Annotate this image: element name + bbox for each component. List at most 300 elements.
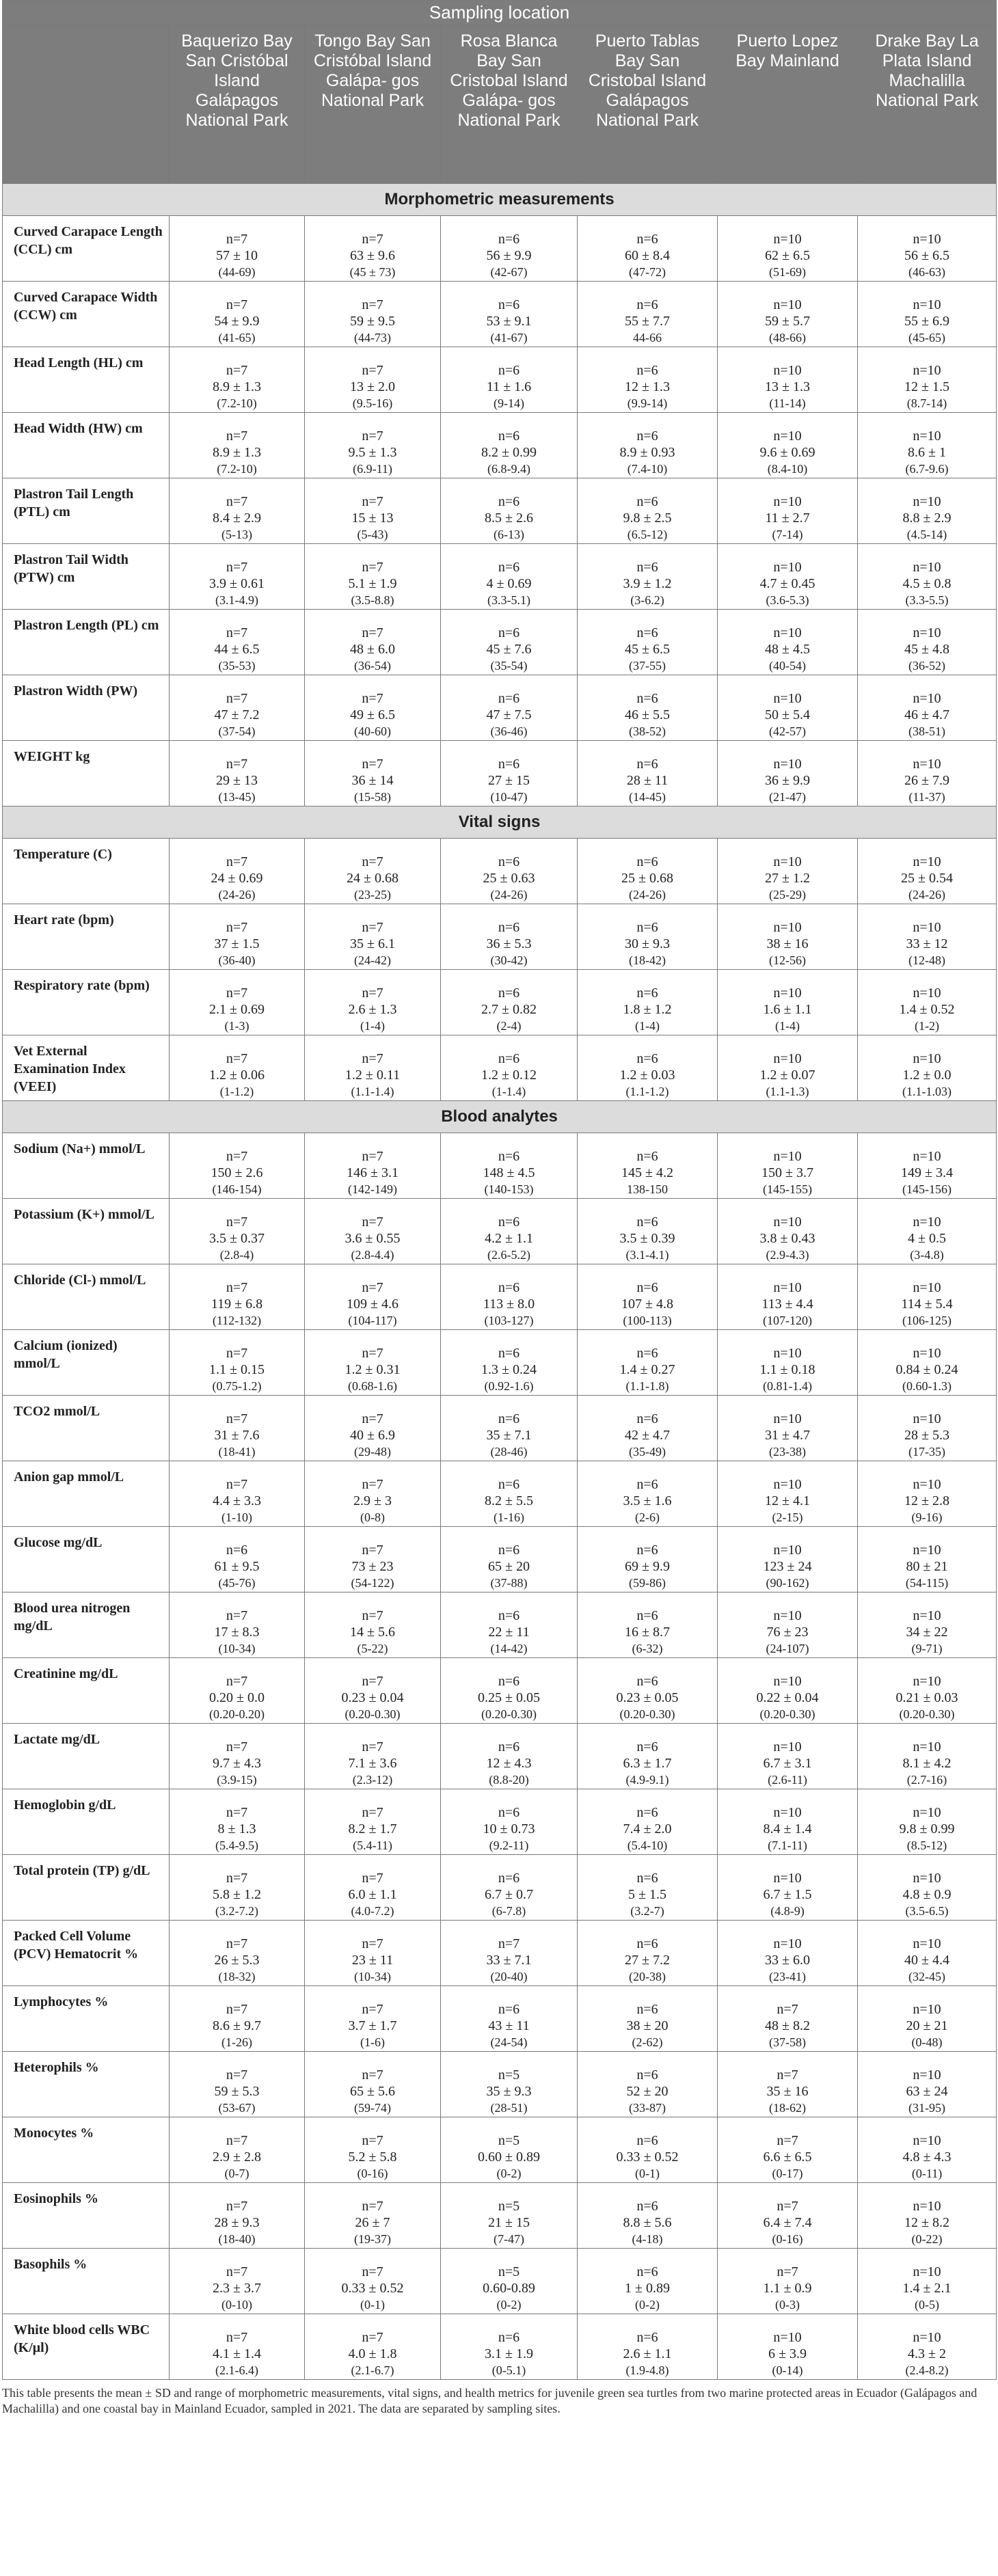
cell-range: (2.9-4.3) <box>766 1248 809 1262</box>
cell-range: (53-67) <box>218 2101 256 2115</box>
cell-n: n=7 <box>777 2067 798 2083</box>
value-cell <box>858 1035 997 1101</box>
row-label: Lactate mg/dL <box>3 1724 170 1789</box>
value-cell <box>305 1724 441 1789</box>
value-cell <box>858 413 997 478</box>
cell-range: 44-66 <box>633 331 662 344</box>
cell-range: (2.3-12) <box>352 1773 393 1787</box>
cell-mean-sd: 24 ± 0.69 <box>211 871 263 886</box>
value-cell <box>170 1199 305 1264</box>
cell-n: n=7 <box>226 2067 248 2083</box>
cell-mean-sd: 38 ± 16 <box>766 936 809 951</box>
cell-range: (4.9-9.1) <box>625 1773 669 1787</box>
cell-mean-sd: 4 ± 0.69 <box>486 576 532 591</box>
table-row <box>3 1986 997 2052</box>
cell-range: (8.7-14) <box>906 396 947 410</box>
cell-range: (1-1.2) <box>219 1085 254 1098</box>
cell-n: n=10 <box>913 920 941 935</box>
cell-range: (33-87) <box>629 2101 666 2115</box>
row-label: White blood cells WBC (K/μl) <box>3 2314 170 2380</box>
cell-range: (18-32) <box>218 1970 256 1983</box>
value-cell <box>718 2052 858 2117</box>
cell-n: n=7 <box>226 1805 248 1820</box>
row-label: Eosinophils % <box>3 2183 170 2249</box>
cell-mean-sd: 35 ± 7.1 <box>486 1428 532 1443</box>
cell-mean-sd: 65 ± 5.6 <box>350 2084 395 2099</box>
cell-n: n=10 <box>913 1805 941 1820</box>
value-cell <box>170 216 305 282</box>
value-cell <box>305 216 441 282</box>
cell-range: (0.92-1.6) <box>484 1379 534 1393</box>
value-cell <box>170 1330 305 1396</box>
value-cell <box>170 1035 305 1101</box>
cell-mean-sd: 28 ± 11 <box>626 773 669 788</box>
cell-range: (54-115) <box>905 1576 949 1590</box>
value-cell <box>858 282 997 347</box>
cell-n: n=7 <box>362 1149 383 1164</box>
cell-range: (42-57) <box>769 724 806 738</box>
cell-mean-sd: 17 ± 8.3 <box>214 1625 260 1640</box>
cell-mean-sd: 36 ± 5.3 <box>486 936 532 951</box>
value-cell <box>858 2314 997 2380</box>
cell-mean-sd: 23 ± 11 <box>351 1953 394 1968</box>
value-cell <box>858 1855 997 1921</box>
cell-range: (21-47) <box>769 790 806 804</box>
value-cell <box>305 970 441 1035</box>
cell-mean-sd: 12 ± 2.8 <box>904 1493 950 1508</box>
table-row <box>3 970 997 1035</box>
value-cell <box>578 1396 718 1461</box>
value-cell <box>441 1264 578 1330</box>
cell-range: (1-16) <box>494 1510 524 1524</box>
cell-mean-sd: 1.2 ± 0.11 <box>345 1068 401 1083</box>
cell-n: n=7 <box>362 1608 383 1623</box>
cell-range: (0-3) <box>775 2298 800 2311</box>
cell-range: (48-66) <box>769 331 806 344</box>
row-label: Temperature (C) <box>3 839 170 904</box>
cell-n: n=10 <box>773 1805 802 1820</box>
cell-mean-sd: 8.8 ± 2.9 <box>902 511 952 526</box>
cell-mean-sd: 8.2 ± 1.7 <box>348 1821 397 1836</box>
cell-n: n=10 <box>913 1346 941 1361</box>
row-label: Heterophils % <box>3 2052 170 2117</box>
table-row <box>3 1789 997 1855</box>
value-cell <box>441 282 578 347</box>
table-row <box>3 904 997 970</box>
cell-mean-sd: 1.4 ± 2.1 <box>902 2281 952 2296</box>
cell-range: (24-107) <box>766 1642 809 1655</box>
value-cell <box>170 2183 305 2249</box>
cell-range: (1-2) <box>915 1019 940 1033</box>
cell-n: n=6 <box>636 691 658 706</box>
cell-n: n=10 <box>913 363 941 378</box>
cell-n: n=6 <box>498 1411 520 1426</box>
cell-range: (11-14) <box>769 396 806 410</box>
row-label: Sodium (Na+) mmol/L <box>3 1133 170 1199</box>
cell-mean-sd: 4.7 ± 0.45 <box>759 576 815 591</box>
cell-range: (112-132) <box>212 1314 262 1327</box>
cell-mean-sd: 114 ± 5.4 <box>901 1297 953 1312</box>
cell-mean-sd: 0.60-0.89 <box>483 2281 535 2296</box>
cell-range: (0.20-0.30) <box>345 1707 401 1721</box>
cell-range: (38-52) <box>629 724 666 738</box>
value-cell <box>305 2249 441 2314</box>
cell-range: (0-8) <box>360 1510 385 1524</box>
cell-mean-sd: 36 ± 9.9 <box>765 773 810 788</box>
cell-n: n=10 <box>773 1346 802 1361</box>
cell-mean-sd: 13 ± 1.3 <box>765 379 810 394</box>
section-header-row <box>3 806 997 839</box>
value-cell <box>718 839 858 904</box>
section-header-row <box>3 1101 997 1133</box>
cell-n: n=10 <box>913 1543 941 1558</box>
table-row <box>3 544 997 610</box>
cell-mean-sd: 22 ± 11 <box>488 1625 530 1640</box>
cell-n: n=7 <box>226 2002 248 2017</box>
cell-mean-sd: 54 ± 9.9 <box>214 314 260 329</box>
cell-range: (36-40) <box>218 953 256 967</box>
value-cell <box>858 1264 997 1330</box>
value-cell <box>305 1199 441 1264</box>
value-cell <box>170 347 305 413</box>
cell-n: n=10 <box>913 2133 941 2148</box>
row-label: Curved Carapace Length (CCL) cm <box>3 216 170 282</box>
cell-n: n=10 <box>913 560 941 575</box>
cell-mean-sd: 45 ± 7.6 <box>486 642 532 657</box>
cell-range: (2.1-6.4) <box>215 2363 258 2377</box>
value-cell <box>441 1527 578 1592</box>
cell-range: (9.9-14) <box>627 396 668 410</box>
cell-n: n=6 <box>636 1936 658 1951</box>
table-body <box>3 184 997 2380</box>
cell-n: n=7 <box>362 1805 383 1820</box>
cell-n: n=6 <box>498 297 520 312</box>
cell-n: n=7 <box>362 2002 383 2017</box>
cell-mean-sd: 1.4 ± 0.27 <box>619 1362 675 1377</box>
value-cell <box>441 1330 578 1396</box>
cell-mean-sd: 150 ± 3.7 <box>761 1165 813 1180</box>
cell-range: (3.5-8.8) <box>351 593 394 607</box>
value-cell <box>578 1264 718 1330</box>
cell-mean-sd: 38 ± 20 <box>626 2018 669 2033</box>
cell-mean-sd: 50 ± 5.4 <box>765 707 810 722</box>
cell-mean-sd: 9.8 ± 0.99 <box>899 1821 955 1836</box>
cell-n: n=6 <box>636 363 658 378</box>
row-label: Plastron Width (PW) <box>3 675 170 741</box>
cell-range: (0-16) <box>772 2232 803 2246</box>
value-cell <box>858 544 997 610</box>
cell-range: (3.1-4.9) <box>215 593 258 607</box>
cell-n: n=6 <box>636 560 658 575</box>
cell-range: (47-72) <box>629 265 666 279</box>
cell-n: n=7 <box>226 854 248 869</box>
cell-range: (11-37) <box>908 790 945 804</box>
cell-mean-sd: 3.9 ± 1.2 <box>623 576 672 591</box>
cell-mean-sd: 65 ± 20 <box>488 1559 530 1574</box>
cell-mean-sd: 48 ± 4.5 <box>765 642 810 657</box>
value-cell <box>441 741 578 806</box>
cell-n: n=6 <box>636 920 658 935</box>
cell-range: (1.1-1.2) <box>625 1085 669 1098</box>
cell-range: (3.6-5.3) <box>766 593 809 607</box>
cell-n: n=5 <box>498 2264 520 2279</box>
cell-n: n=7 <box>362 757 383 772</box>
cell-range: (1-4) <box>775 1019 800 1033</box>
table-row <box>3 1264 997 1330</box>
cell-range: 138-150 <box>627 1182 668 1196</box>
cell-mean-sd: 148 ± 4.5 <box>483 1165 535 1180</box>
value-cell <box>718 1330 858 1396</box>
cell-range: (0-5.1) <box>491 2363 526 2377</box>
cell-range: (10-34) <box>218 1642 256 1655</box>
value-cell <box>858 1986 997 2052</box>
value-cell <box>858 741 997 806</box>
cell-mean-sd: 4.8 ± 0.9 <box>902 1887 952 1902</box>
value-cell <box>441 839 578 904</box>
cell-n: n=7 <box>226 1280 248 1295</box>
row-label: Plastron Tail Length (PTL) cm <box>3 478 170 544</box>
value-cell <box>578 413 718 478</box>
cell-n: n=10 <box>773 986 802 1001</box>
value-cell <box>305 839 441 904</box>
cell-n: n=6 <box>498 2002 520 2017</box>
value-cell <box>858 1199 997 1264</box>
value-cell <box>578 1527 718 1592</box>
table-row <box>3 1592 997 1658</box>
cell-mean-sd: 1.2 ± 0.0 <box>902 1068 952 1083</box>
cell-mean-sd: 25 ± 0.63 <box>483 871 535 886</box>
cell-n: n=10 <box>913 1411 941 1426</box>
cell-mean-sd: 4.8 ± 4.3 <box>902 2150 952 2165</box>
value-cell <box>858 2183 997 2249</box>
cell-mean-sd: 47 ± 7.5 <box>486 707 532 722</box>
value-cell <box>578 1035 718 1101</box>
cell-n: n=6 <box>498 1280 520 1295</box>
cell-mean-sd: 63 ± 24 <box>906 2084 948 2099</box>
cell-n: n=7 <box>362 1411 383 1426</box>
cell-n: n=6 <box>636 1215 658 1230</box>
cell-n: n=6 <box>498 1346 520 1361</box>
value-cell <box>858 1330 997 1396</box>
cell-n: n=6 <box>498 1674 520 1689</box>
cell-n: n=10 <box>913 232 941 247</box>
table-row <box>3 2117 997 2183</box>
cell-range: (106-125) <box>902 1314 952 1327</box>
cell-n: n=7 <box>362 1051 383 1066</box>
site-header-baquerizo-bay: Baquerizo Bay San Cristóbal Island Galápagos National Park <box>170 25 305 184</box>
cell-n: n=6 <box>498 1543 520 1558</box>
cell-mean-sd: 37 ± 1.5 <box>214 936 260 951</box>
cell-n: n=10 <box>913 2264 941 2279</box>
value-cell <box>718 1133 858 1199</box>
cell-mean-sd: 28 ± 9.3 <box>214 2215 260 2230</box>
cell-mean-sd: 150 ± 2.6 <box>211 1165 263 1180</box>
cell-mean-sd: 113 ± 8.0 <box>483 1297 535 1312</box>
cell-range: (24-26) <box>218 888 256 901</box>
value-cell <box>305 610 441 675</box>
cell-range: (4.0-7.2) <box>351 1904 394 1918</box>
cell-n: n=10 <box>773 363 802 378</box>
cell-mean-sd: 44 ± 6.5 <box>214 642 260 657</box>
value-cell <box>578 1330 718 1396</box>
value-cell <box>441 904 578 970</box>
cell-range: (23-25) <box>354 888 391 901</box>
cell-range: (17-35) <box>908 1445 946 1459</box>
cell-range: (25-29) <box>769 888 806 901</box>
cell-range: (0.20-0.20) <box>209 1707 265 1721</box>
cell-mean-sd: 123 ± 24 <box>763 1559 812 1574</box>
value-cell <box>441 1724 578 1789</box>
cell-n: n=7 <box>226 1149 248 1164</box>
cell-mean-sd: 80 ± 21 <box>906 1559 948 1574</box>
cell-range: (19-37) <box>354 2232 391 2246</box>
cell-n: n=6 <box>636 757 658 772</box>
cell-n: n=10 <box>913 1280 941 1295</box>
cell-mean-sd: 59 ± 5.7 <box>765 314 810 329</box>
site-header-puerto-lopez-bay: Puerto Lopez Bay Mainland <box>718 25 858 184</box>
cell-n: n=6 <box>498 363 520 378</box>
cell-range: (0-10) <box>221 2298 252 2311</box>
cell-range: (18-41) <box>218 1445 256 1459</box>
cell-range: (146-154) <box>212 1182 262 1196</box>
cell-range: (0-1) <box>635 2167 660 2180</box>
cell-mean-sd: 5 ± 1.5 <box>628 1887 666 1902</box>
cell-mean-sd: 2.7 ± 0.82 <box>481 1002 537 1017</box>
cell-n: n=7 <box>226 1936 248 1951</box>
row-label: Plastron Tail Width (PTW) cm <box>3 544 170 610</box>
cell-range: (24-26) <box>490 888 528 901</box>
cell-n: n=10 <box>773 1411 802 1426</box>
value-cell <box>170 2249 305 2314</box>
table-row <box>3 1035 997 1101</box>
value-cell <box>578 1921 718 1986</box>
cell-mean-sd: 8.5 ± 2.6 <box>485 511 533 526</box>
cell-n: n=10 <box>913 691 941 706</box>
cell-range: (2.7-16) <box>906 1773 947 1787</box>
value-cell <box>170 2052 305 2117</box>
value-cell <box>858 2249 997 2314</box>
cell-mean-sd: 1.2 ± 0.31 <box>345 1362 401 1377</box>
row-label: Packed Cell Volume (PCV) Hematocrit % <box>3 1921 170 1986</box>
cell-n: n=6 <box>636 1608 658 1623</box>
cell-mean-sd: 2.3 ± 3.7 <box>213 2281 261 2296</box>
cell-mean-sd: 53 ± 9.1 <box>486 314 532 329</box>
value-cell <box>718 1199 858 1264</box>
table-row <box>3 2314 997 2380</box>
cell-mean-sd: 2.9 ± 2.8 <box>213 2150 261 2165</box>
cell-range: (3.2-7.2) <box>215 1904 258 1918</box>
cell-n: n=5 <box>498 2199 520 2214</box>
value-cell <box>858 1658 997 1724</box>
cell-range: (140-153) <box>484 1182 534 1196</box>
value-cell <box>305 1035 441 1101</box>
value-cell <box>305 478 441 544</box>
cell-n: n=6 <box>636 986 658 1001</box>
cell-range: (2.6-11) <box>768 1773 807 1787</box>
cell-range: (8.8-20) <box>489 1773 529 1787</box>
cell-range: (23-41) <box>769 1970 806 1983</box>
cell-n: n=7 <box>226 494 248 509</box>
cell-n: n=6 <box>636 1739 658 1754</box>
cell-mean-sd: 109 ± 4.6 <box>347 1297 399 1312</box>
cell-mean-sd: 31 ± 4.7 <box>765 1428 810 1443</box>
cell-mean-sd: 1.1 ± 0.15 <box>209 1362 265 1377</box>
table-row <box>3 413 997 478</box>
cell-range: (24-54) <box>490 2035 528 2049</box>
cell-n: n=7 <box>226 986 248 1001</box>
cell-mean-sd: 26 ± 7.9 <box>904 773 950 788</box>
cell-n: n=6 <box>636 1477 658 1492</box>
cell-mean-sd: 21 ± 15 <box>488 2215 530 2230</box>
cell-mean-sd: 6.7 ± 1.5 <box>763 1887 812 1902</box>
cell-n: n=6 <box>226 1543 248 1558</box>
value-cell <box>578 2314 718 2380</box>
table-row <box>3 1527 997 1592</box>
cell-mean-sd: 9.6 ± 0.69 <box>759 445 815 460</box>
value-cell <box>578 2249 718 2314</box>
cell-range: (44-73) <box>354 331 391 344</box>
cell-mean-sd: 3.6 ± 0.55 <box>345 1231 401 1246</box>
cell-mean-sd: 11 ± 1.6 <box>486 379 532 394</box>
cell-mean-sd: 12 ± 1.3 <box>625 379 670 394</box>
cell-range: (7.2-10) <box>217 462 257 476</box>
cell-range: (0.20-0.30) <box>481 1707 537 1721</box>
cell-n: n=7 <box>362 1674 383 1689</box>
cell-mean-sd: 56 ± 6.5 <box>904 248 950 263</box>
value-cell <box>441 1658 578 1724</box>
value-cell <box>718 1855 858 1921</box>
cell-mean-sd: 62 ± 6.5 <box>765 248 810 263</box>
cell-mean-sd: 8.2 ± 5.5 <box>485 1493 533 1508</box>
row-label: WEIGHT kg <box>3 741 170 806</box>
cell-n: n=5 <box>498 2133 520 2148</box>
cell-mean-sd: 35 ± 16 <box>766 2084 809 2099</box>
cell-n: n=7 <box>362 854 383 869</box>
cell-mean-sd: 8.6 ± 1 <box>908 445 947 460</box>
cell-n: n=10 <box>773 1051 802 1066</box>
cell-range: (90-162) <box>766 1576 809 1590</box>
cell-mean-sd: 49 ± 6.5 <box>350 707 395 722</box>
site-header-rosa-blanca-bay: Rosa Blanca Bay San Cristobal Island Galápa- gos National Park <box>441 25 578 184</box>
cell-mean-sd: 3.1 ± 1.9 <box>485 2346 533 2361</box>
cell-range: (3.5-6.5) <box>905 1904 949 1918</box>
cell-n: n=6 <box>636 1411 658 1426</box>
value-cell <box>305 544 441 610</box>
cell-range: (41-65) <box>218 331 256 344</box>
value-cell <box>718 2117 858 2183</box>
cell-mean-sd: 6.7 ± 3.1 <box>763 1756 812 1771</box>
table-header <box>3 1 997 184</box>
cell-range: (35-54) <box>490 659 528 673</box>
cell-range: (37-58) <box>769 2035 806 2049</box>
cell-n: n=10 <box>773 494 802 509</box>
cell-range: (24-26) <box>908 888 946 901</box>
cell-range: (20-40) <box>490 1970 528 1983</box>
value-cell <box>858 1724 997 1789</box>
cell-n: n=7 <box>498 1936 520 1951</box>
table-row <box>3 1724 997 1789</box>
table-row <box>3 1199 997 1264</box>
cell-range: (12-48) <box>908 953 946 967</box>
table-row <box>3 610 997 675</box>
value-cell <box>441 1035 578 1101</box>
value-cell <box>718 1724 858 1789</box>
cell-n: n=10 <box>773 920 802 935</box>
cell-range: (24-26) <box>629 888 666 901</box>
row-label: Head Length (HL) cm <box>3 347 170 413</box>
cell-n: n=6 <box>636 1280 658 1295</box>
cell-n: n=7 <box>362 363 383 378</box>
